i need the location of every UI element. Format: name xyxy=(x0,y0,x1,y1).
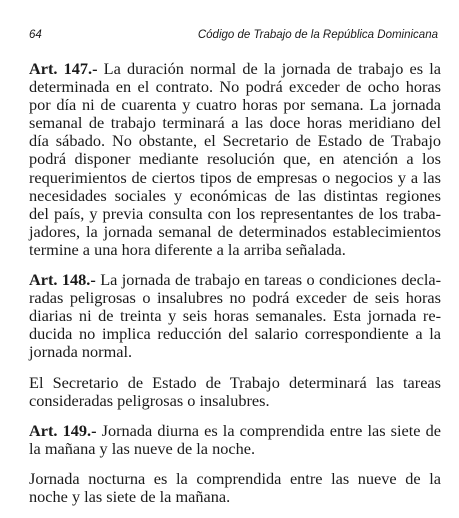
text-line: por día ni de cuarenta y cuatro horas por semana. La jornada xyxy=(29,95,441,115)
text-line-content: La duración normal de la jornada de trabajo es la xyxy=(97,59,441,78)
article-149-paragraph xyxy=(29,422,441,458)
article-label: Art. 147.- xyxy=(29,59,98,78)
text-line: diarias ni de treinta y seis horas semanales. Esta jornada re- xyxy=(29,306,441,326)
article-label: Art. 148.- xyxy=(29,270,96,290)
article-148-paragraph xyxy=(29,271,441,361)
page-number: 64 xyxy=(29,29,42,41)
text-line: semanal de trabajo terminará a las doce horas meridiano del xyxy=(29,113,441,133)
article-label: Art. 149.- xyxy=(29,420,97,440)
text-line: Jornada nocturna es la comprendida entre las nueve de la xyxy=(29,468,441,488)
text-line: jadores, la jornada semanal de determinados establecimientos xyxy=(29,221,441,241)
text-line: El Secretario de Estado de Trabajo determinará las tareas xyxy=(29,372,441,392)
text-line: termine a una hora diferente a la arriba señalada. xyxy=(29,239,346,259)
dangerous-tasks-paragraph xyxy=(29,374,441,410)
body-text xyxy=(29,60,441,518)
text-line-content: Jornada diurna es la comprendida entre las siete de xyxy=(96,420,441,440)
text-line: jornada normal. xyxy=(29,342,133,362)
text-line-content: La jornada de trabajo en tareas o condiciones decla- xyxy=(95,270,441,290)
text-line: podrá disponer mediante resolución que, en atención a los xyxy=(29,149,441,169)
page-header xyxy=(29,29,438,45)
text-line: consideradas peligrosas o insalubres. xyxy=(29,390,270,410)
running-title: Código de Trabajo de la República Dominicana xyxy=(197,29,438,41)
text-line: radas peligrosas o insalubres no podrá exceder de seis horas xyxy=(29,288,441,308)
text-line xyxy=(29,422,441,440)
text-line: determinada en el contrato. No podrá exceder de ocho horas xyxy=(29,77,441,97)
text-line: necesidades sociales y económicas de las distintas regiones xyxy=(29,185,441,205)
text-line: la mañana y las nueve de la noche. xyxy=(29,438,256,458)
text-line: ducida no implica reducción del salario correspondiente a la xyxy=(29,324,441,344)
text-line: noche y las siete de la mañana. xyxy=(29,486,231,506)
text-line xyxy=(29,60,441,78)
text-line: día sábado. No obstante, el Secretario de Estado de Trabajo xyxy=(29,131,441,151)
text-line: del país, y previa consulta con los representantes de los traba- xyxy=(29,203,441,223)
article-147-paragraph xyxy=(29,60,441,259)
text-line: requerimientos de ciertos tipos de empresas o negocios y a las xyxy=(29,167,441,187)
text-line xyxy=(29,271,441,289)
